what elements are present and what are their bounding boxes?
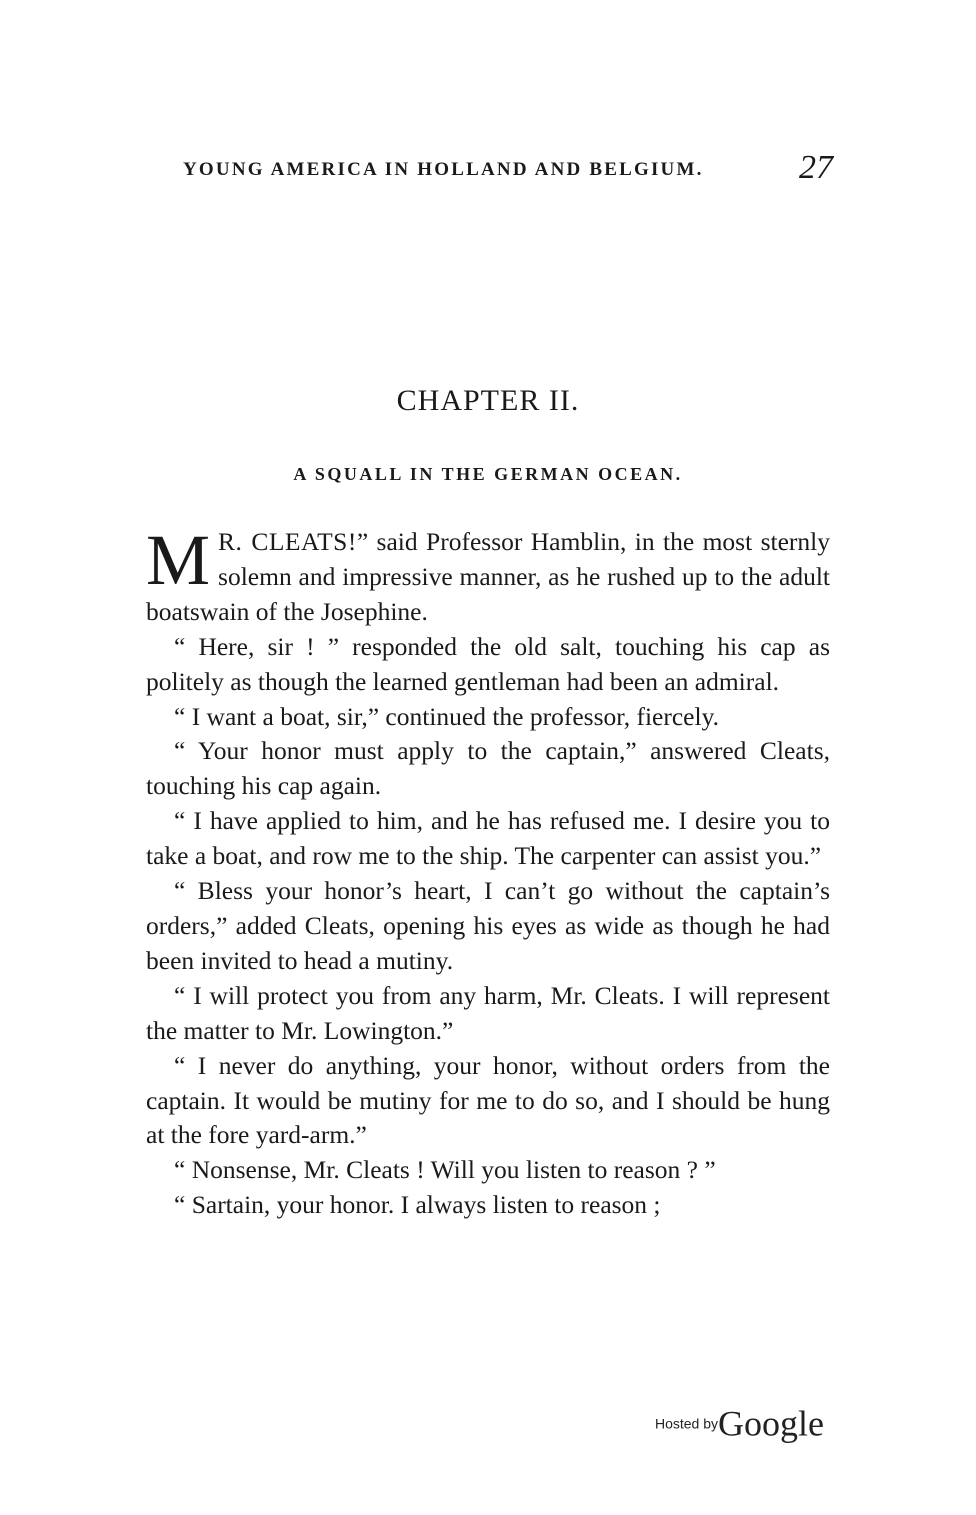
running-title: YOUNG AMERICA IN HOLLAND AND BELGIUM. <box>183 159 704 180</box>
hosted-by-google-footer <box>655 1398 824 1448</box>
hosted-by-label: Hosted by <box>654 1415 719 1432</box>
paragraph: “ Your honor must apply to the captain,” answered Cleats, touching his cap again. <box>146 736 830 801</box>
google-logo: Google <box>718 1403 824 1444</box>
chapter-heading: CHAPTER II. <box>396 384 580 417</box>
paragraph: “ I never do anything, your honor, without orders from the captain. It would be mutiny for me to do so, and I should be hung at the fore yard-arm.” <box>146 1050 830 1150</box>
paragraph: “ Bless your honor’s heart, I can’t go without the captain’s orders,” added Cleats, opening his eyes as wide as though he had been invited to head a mutiny. <box>146 876 830 975</box>
running-header <box>183 149 833 188</box>
paragraph: “ Nonsense, Mr. Cleats ! Will you listen to reason ? ” <box>174 1155 716 1185</box>
page-number: 27 <box>799 149 833 186</box>
paragraph: “ I want a boat, sir,” continued the professor, fiercely. <box>174 701 720 731</box>
drop-cap: M <box>146 520 211 600</box>
chapter-body <box>146 520 830 1223</box>
paragraph: “ Here, sir ! ” responded the old salt, touching his cap as politely as though the learned gentleman had been an admiral. <box>146 631 830 696</box>
opening-paragraph <box>146 520 830 630</box>
paragraph: “ Sartain, your honor. I always listen to reason ; <box>174 1190 661 1220</box>
opening-rest: ” said Professor Hamblin, in the most sternly solemn and impressive manner, as he rushed up to the adult boatswain of the Josephine. <box>146 527 830 626</box>
chapter-subtitle: A SQUALL IN THE GERMAN OCEAN. <box>293 464 683 484</box>
paragraph: “ I will protect you from any harm, Mr. Cleats. I will represent the matter to Mr. Lowington.” <box>146 980 830 1045</box>
paragraph: “ I have applied to him, and he has refused me. I desire you to take a boat, and row me to the ship. The carpenter can assist you.” <box>146 806 830 871</box>
opening-lead-caps: R. CLEATS! <box>218 527 357 556</box>
